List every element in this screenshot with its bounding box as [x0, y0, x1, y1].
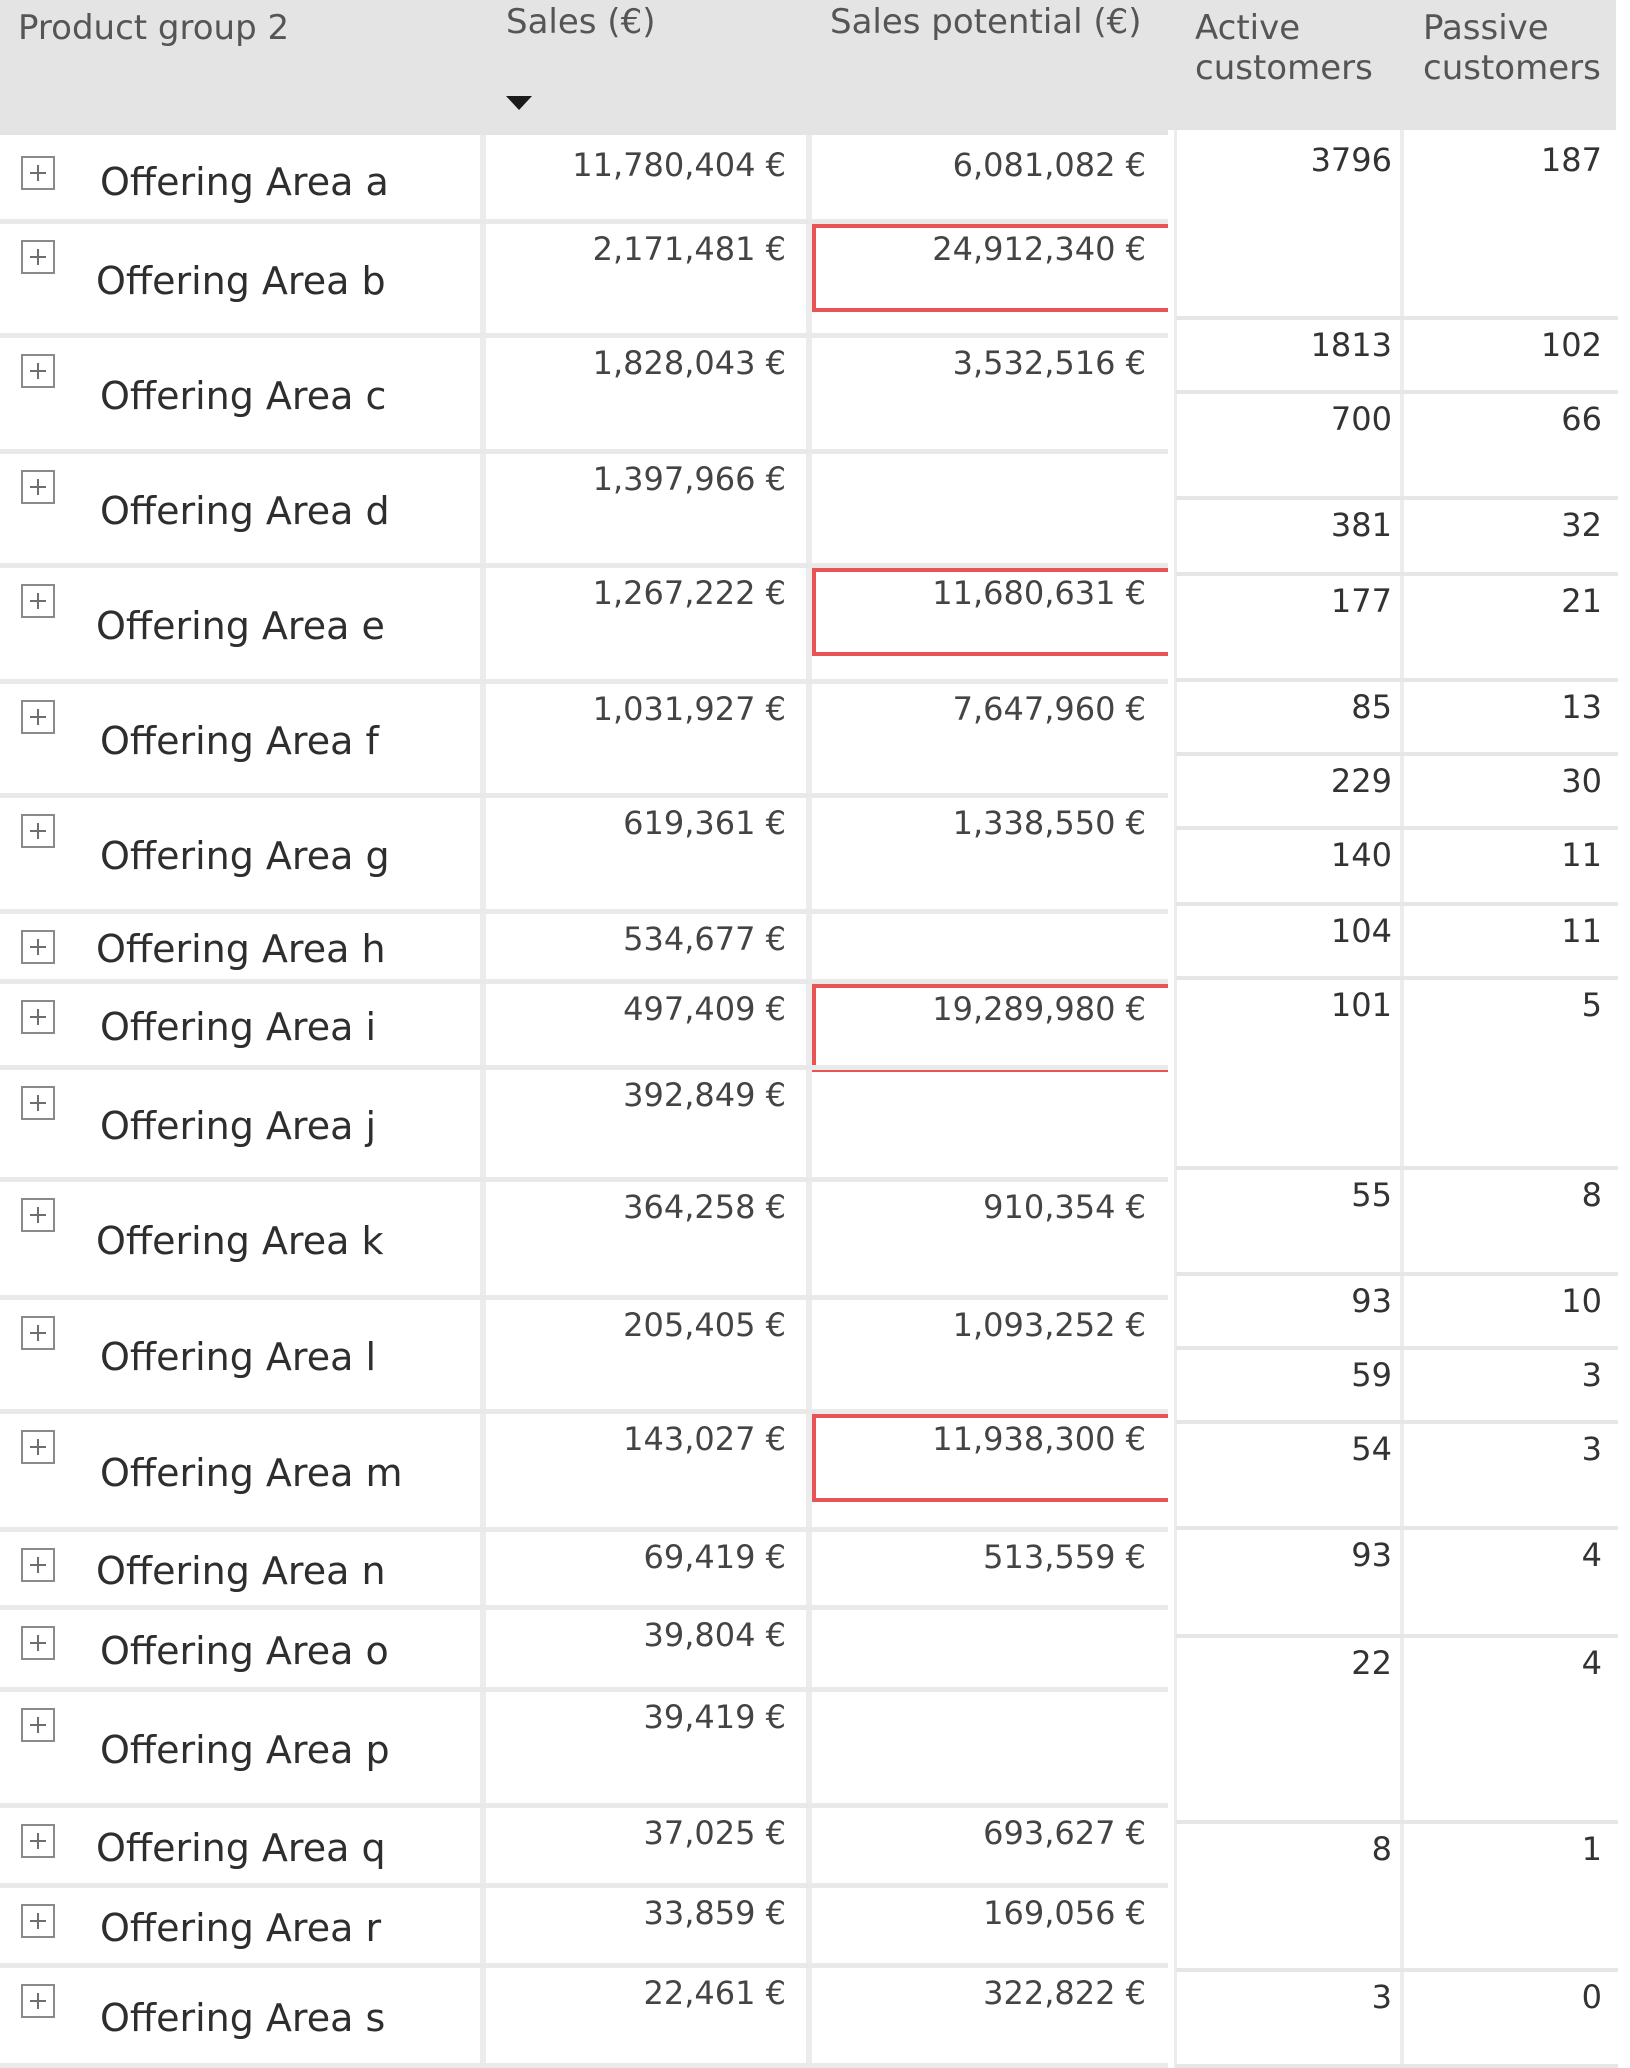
- sales-value: 69,419 €: [643, 1538, 786, 1576]
- table-row[interactable]: [1168, 980, 1630, 1170]
- expand-plus-icon[interactable]: [21, 1000, 55, 1034]
- active-customers-value: 700: [1330, 400, 1392, 438]
- offering-area-label: Offering Area m: [100, 1451, 403, 1495]
- offering-area-label: Offering Area r: [100, 1906, 382, 1950]
- sales-value: 1,397,966 €: [592, 460, 786, 498]
- passive-customers-value: 10: [1561, 1282, 1602, 1320]
- active-customers-value: 55: [1351, 1176, 1392, 1214]
- table-row[interactable]: [0, 568, 1168, 684]
- row-divider: [0, 2063, 1168, 2068]
- sales-value: 1,828,043 €: [592, 344, 786, 382]
- sales-potential-value: 7,647,960 €: [952, 690, 1146, 728]
- sales-potential-value: 11,938,300 €: [932, 1420, 1146, 1458]
- highlight-box: [812, 984, 1168, 1072]
- table-row[interactable]: [1168, 1350, 1630, 1424]
- offering-area-label: Offering Area n: [96, 1549, 386, 1593]
- table-row[interactable]: [1168, 576, 1630, 682]
- table-row[interactable]: [1168, 1276, 1630, 1350]
- sales-value: 364,258 €: [623, 1188, 786, 1226]
- active-customers-value: 381: [1330, 506, 1392, 544]
- active-customers-value: 104: [1330, 912, 1392, 950]
- sales-potential-value: 513,559 €: [983, 1538, 1146, 1576]
- expand-plus-icon[interactable]: [21, 814, 55, 848]
- offering-area-label: Offering Area o: [100, 1629, 389, 1673]
- passive-customers-value: 30: [1561, 762, 1602, 800]
- expand-plus-icon[interactable]: [21, 1198, 55, 1232]
- table-row[interactable]: [0, 1808, 1168, 1888]
- sales-value: 39,419 €: [643, 1698, 786, 1736]
- sales-value: 392,849 €: [623, 1076, 786, 1114]
- table-row[interactable]: [1168, 830, 1630, 906]
- offering-area-label: Offering Area i: [100, 1005, 377, 1049]
- table-row[interactable]: [0, 1300, 1168, 1414]
- active-customers-value: 1813: [1310, 326, 1392, 364]
- sales-potential-value: 11,680,631 €: [932, 574, 1146, 612]
- active-customers-value: 93: [1351, 1282, 1392, 1320]
- sales-potential-value: 24,912,340 €: [932, 230, 1146, 268]
- expand-plus-icon[interactable]: [21, 240, 55, 274]
- sales-potential-value: 6,081,082 €: [952, 146, 1146, 184]
- sales-potential-value: 910,354 €: [983, 1188, 1146, 1226]
- table-row[interactable]: [1168, 1972, 1630, 2068]
- sales-value: 205,405 €: [623, 1306, 786, 1344]
- passive-customers-value: 187: [1540, 141, 1602, 179]
- header-active-customers[interactable]: Active customers: [1195, 8, 1373, 88]
- table-row[interactable]: [1168, 906, 1630, 980]
- sales-value: 1,267,222 €: [592, 574, 786, 612]
- offering-area-label: Offering Area p: [100, 1728, 390, 1772]
- table-row[interactable]: [0, 224, 1168, 338]
- passive-customers-value: 66: [1561, 400, 1602, 438]
- offering-area-label: Offering Area c: [100, 374, 387, 418]
- expand-plus-icon[interactable]: [21, 1904, 55, 1938]
- expand-plus-icon[interactable]: [21, 1548, 55, 1582]
- table-row[interactable]: [0, 1692, 1168, 1808]
- active-customers-value: 59: [1351, 1356, 1392, 1394]
- active-customers-value: 85: [1351, 688, 1392, 726]
- expand-plus-icon[interactable]: [21, 1430, 55, 1464]
- header-sales[interactable]: Sales (€): [506, 2, 656, 42]
- offering-area-label: Offering Area l: [100, 1335, 377, 1379]
- highlight-box: [812, 224, 1168, 312]
- offering-area-label: Offering Area f: [100, 719, 379, 763]
- header-sales-potential[interactable]: Sales potential (€): [830, 2, 1142, 42]
- expand-plus-icon[interactable]: [21, 1708, 55, 1742]
- expand-plus-icon[interactable]: [21, 930, 55, 964]
- active-customers-value: 3796: [1310, 141, 1392, 179]
- table-row[interactable]: [0, 984, 1168, 1070]
- active-customers-value: 22: [1351, 1644, 1392, 1682]
- sales-value: 497,409 €: [623, 990, 786, 1028]
- offering-area-label: Offering Area g: [100, 834, 390, 878]
- expand-plus-icon[interactable]: [21, 1824, 55, 1858]
- expand-plus-icon[interactable]: [21, 470, 55, 504]
- table-row[interactable]: [1168, 135, 1630, 320]
- table-row[interactable]: [1168, 320, 1630, 394]
- table-row[interactable]: [1168, 756, 1630, 830]
- offering-area-label: Offering Area b: [96, 259, 386, 303]
- customers-table: [1168, 0, 1630, 2068]
- active-customers-value: 3: [1371, 1978, 1392, 2016]
- active-customers-value: 54: [1351, 1430, 1392, 1468]
- table-row[interactable]: [0, 1968, 1168, 2068]
- row-divider: [1176, 2064, 1618, 2068]
- table-row[interactable]: [1168, 1638, 1630, 1824]
- table-row[interactable]: [1168, 682, 1630, 756]
- passive-customers-value: 11: [1561, 912, 1602, 950]
- sales-value: 11,780,404 €: [572, 146, 786, 184]
- table-row[interactable]: [0, 914, 1168, 984]
- sales-value: 33,859 €: [643, 1894, 786, 1932]
- active-customers-value: 177: [1330, 582, 1392, 620]
- passive-customers-value: 4: [1581, 1536, 1602, 1574]
- highlight-box: [812, 1414, 1168, 1502]
- table-row[interactable]: [1168, 500, 1630, 576]
- active-customers-value: 8: [1371, 1830, 1392, 1868]
- passive-customers-value: 1: [1581, 1830, 1602, 1868]
- table-row[interactable]: [1168, 1424, 1630, 1530]
- sales-value: 2,171,481 €: [592, 230, 786, 268]
- expand-plus-icon[interactable]: [21, 1316, 55, 1350]
- table-row[interactable]: [0, 1070, 1168, 1182]
- expand-plus-icon[interactable]: [21, 1984, 55, 2018]
- passive-customers-value: 3: [1581, 1356, 1602, 1394]
- expand-plus-icon[interactable]: [21, 1086, 55, 1120]
- offering-area-label: Offering Area s: [100, 1996, 386, 2040]
- active-customers-value: 93: [1351, 1536, 1392, 1574]
- header-product-group[interactable]: Product group 2: [18, 8, 290, 48]
- offering-area-label: Offering Area e: [96, 604, 385, 648]
- sales-value: 39,804 €: [643, 1616, 786, 1654]
- table-row[interactable]: [1168, 1170, 1630, 1276]
- sales-value: 143,027 €: [623, 1420, 786, 1458]
- sales-value: 22,461 €: [643, 1974, 786, 2012]
- sales-potential-value: 19,289,980 €: [932, 990, 1146, 1028]
- passive-customers-value: 32: [1561, 506, 1602, 544]
- offering-area-label: Offering Area j: [100, 1104, 377, 1148]
- sales-potential-value: 322,822 €: [983, 1974, 1146, 2012]
- sort-descending-icon[interactable]: [506, 96, 532, 110]
- highlight-box: [812, 568, 1168, 656]
- passive-customers-value: 5: [1581, 986, 1602, 1024]
- table-row[interactable]: [0, 338, 1168, 454]
- offering-area-label: Offering Area a: [100, 160, 389, 204]
- table-row[interactable]: [0, 140, 1168, 224]
- table-row[interactable]: [0, 454, 1168, 568]
- expand-plus-icon[interactable]: [21, 354, 55, 388]
- expand-plus-icon[interactable]: [21, 700, 55, 734]
- passive-customers-value: 8: [1581, 1176, 1602, 1214]
- passive-customers-value: 102: [1540, 326, 1602, 364]
- table-row[interactable]: [0, 1414, 1168, 1532]
- offering-area-label: Offering Area h: [96, 927, 386, 971]
- table-row[interactable]: [0, 684, 1168, 798]
- sales-potential-value: 1,093,252 €: [952, 1306, 1146, 1344]
- table-row[interactable]: [0, 1610, 1168, 1692]
- offering-area-label: Offering Area q: [96, 1826, 386, 1870]
- expand-plus-icon[interactable]: [21, 156, 55, 190]
- table-row[interactable]: [1168, 1824, 1630, 1972]
- header-passive-customers[interactable]: Passive customers: [1423, 8, 1601, 88]
- table-row[interactable]: [1168, 1530, 1630, 1638]
- expand-plus-icon[interactable]: [21, 1626, 55, 1660]
- passive-customers-value: 21: [1561, 582, 1602, 620]
- sales-potential-value: 3,532,516 €: [952, 344, 1146, 382]
- table-row[interactable]: [0, 1182, 1168, 1300]
- passive-customers-value: 0: [1581, 1978, 1602, 2016]
- sales-potential-value: 169,056 €: [983, 1894, 1146, 1932]
- table-row[interactable]: [0, 1888, 1168, 1968]
- passive-customers-value: 4: [1581, 1644, 1602, 1682]
- passive-customers-value: 13: [1561, 688, 1602, 726]
- sales-value: 1,031,927 €: [592, 690, 786, 728]
- expand-plus-icon[interactable]: [21, 584, 55, 618]
- offering-area-label: Offering Area k: [96, 1219, 384, 1263]
- sales-value: 619,361 €: [623, 804, 786, 842]
- sales-potential-value: 1,338,550 €: [952, 804, 1146, 842]
- sales-potential-value: 693,627 €: [983, 1814, 1146, 1852]
- passive-customers-value: 3: [1581, 1430, 1602, 1468]
- table-row[interactable]: [0, 798, 1168, 914]
- active-customers-value: 101: [1330, 986, 1392, 1024]
- table-row[interactable]: [0, 1532, 1168, 1610]
- active-customers-value: 229: [1330, 762, 1392, 800]
- offering-area-label: Offering Area d: [100, 489, 390, 533]
- active-customers-value: 140: [1330, 836, 1392, 874]
- passive-customers-value: 11: [1561, 836, 1602, 874]
- table-row[interactable]: [1168, 394, 1630, 500]
- sales-value: 37,025 €: [643, 1814, 786, 1852]
- sales-value: 534,677 €: [623, 920, 786, 958]
